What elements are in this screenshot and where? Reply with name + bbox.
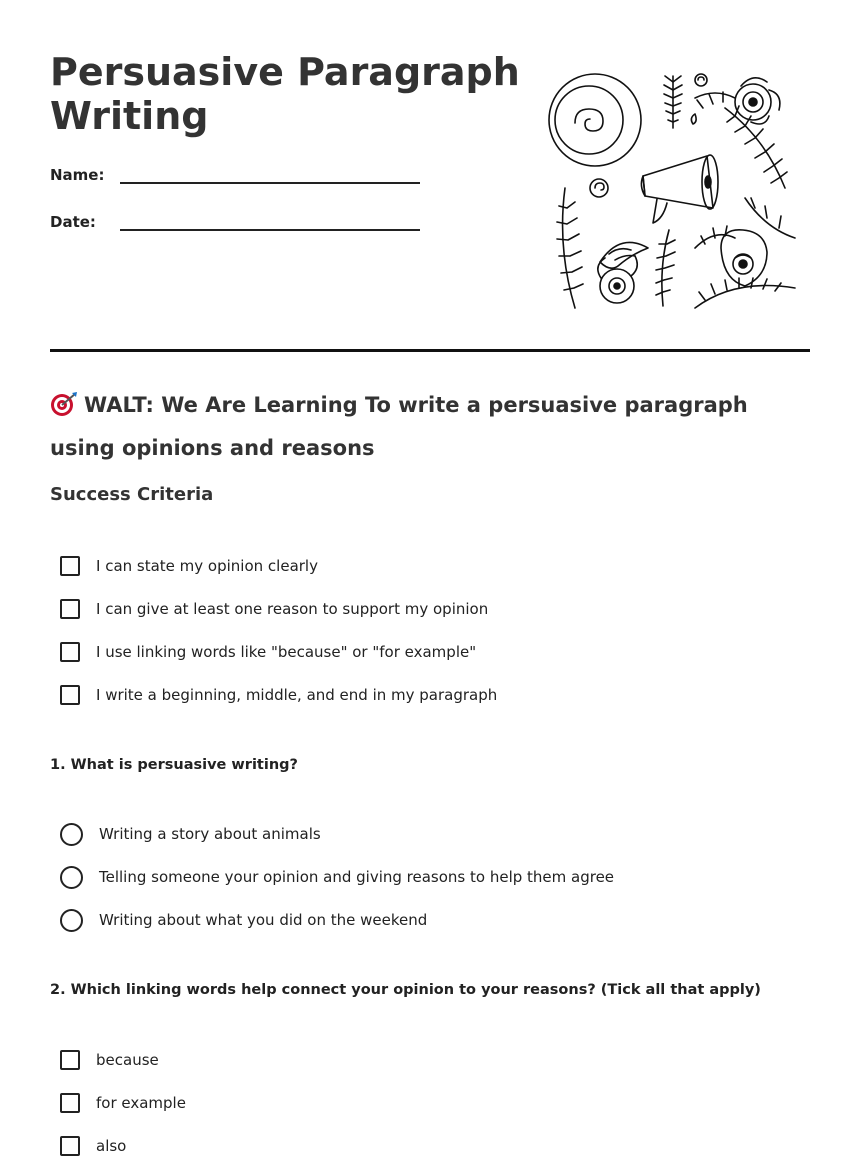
name-label: Name: [50, 166, 105, 184]
date-label: Date: [50, 213, 96, 231]
criterion-checkbox[interactable] [60, 599, 80, 619]
criterion-checkbox[interactable] [60, 685, 80, 705]
q1-option-label: Telling someone your opinion and giving reasons to help them agree [99, 868, 615, 886]
walt-text: WALT: We Are Learning To write a persuasive paragraph using opinions and reasons [50, 393, 748, 460]
target-icon [50, 391, 78, 429]
success-criterion-item [60, 554, 318, 578]
q2-option [60, 1048, 159, 1072]
q1-radio[interactable] [60, 823, 83, 846]
question-2: 2. Which linking words help connect your opinion to your reasons? (Tick all that apply) [50, 982, 761, 998]
q2-option [60, 1134, 126, 1158]
q1-option [60, 822, 321, 846]
date-field[interactable] [120, 211, 420, 231]
q2-option [60, 1091, 186, 1115]
q2-option-label: because [96, 1051, 159, 1069]
criterion-label: I can state my opinion clearly [96, 557, 318, 575]
q1-option [60, 865, 614, 889]
success-criterion-item [60, 640, 476, 664]
q2-option-label: for example [96, 1094, 186, 1112]
q1-option-label: Writing a story about animals [99, 825, 321, 843]
q1-option [60, 908, 427, 932]
q2-option-label: also [96, 1137, 127, 1155]
q2-checkbox[interactable] [60, 1093, 80, 1113]
success-criterion-item [60, 683, 497, 707]
q2-checkbox[interactable] [60, 1050, 80, 1070]
criterion-checkbox[interactable] [60, 642, 80, 662]
success-criterion-item [60, 597, 488, 621]
name-field-row [50, 164, 420, 184]
question-1: 1. What is persuasive writing? [50, 757, 298, 773]
name-field[interactable] [120, 164, 420, 184]
q1-radio[interactable] [60, 909, 83, 932]
section-divider [50, 349, 810, 352]
criterion-checkbox[interactable] [60, 556, 80, 576]
criterion-label: I write a beginning, middle, and end in my paragraph [96, 686, 498, 704]
date-field-row [50, 211, 420, 231]
criterion-label: I can give at least one reason to support my opinion [96, 600, 489, 618]
criterion-label: I use linking words like "because" or "for example" [96, 643, 477, 661]
page-title: Persuasive Paragraph Writing [50, 50, 520, 138]
q1-option-label: Writing about what you did on the weekend [99, 911, 428, 929]
q2-checkbox[interactable] [60, 1136, 80, 1156]
walt-heading [50, 386, 810, 467]
success-criteria-heading: Success Criteria [50, 484, 214, 505]
q1-radio[interactable] [60, 866, 83, 889]
megaphone-illustration [545, 68, 800, 313]
